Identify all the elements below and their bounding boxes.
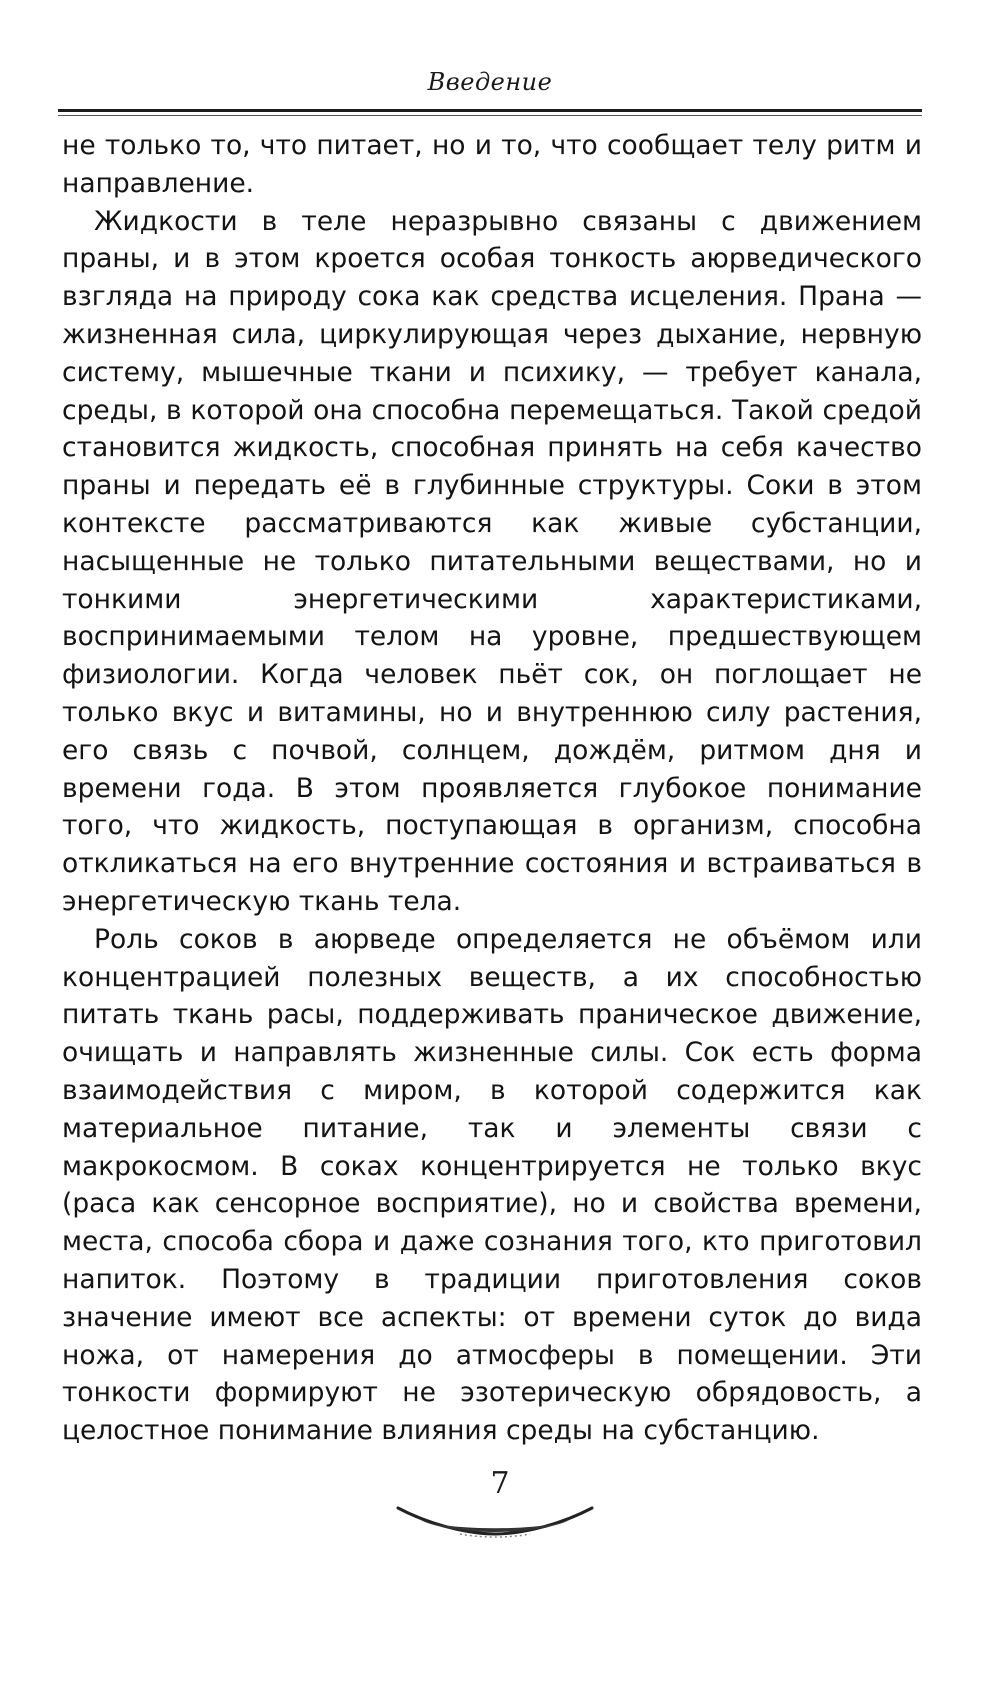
body-text (62, 127, 922, 1450)
decorative-swash-ornament-icon (390, 1500, 600, 1540)
paragraph-role-of-juices: Роль соков в аюрведе определяется не объёмом или концентрацией полезных веществ, а их способностью питать ткань расы, поддерживать праническое движение, очищать и направлять жизненные силы. Сок есть форма взаимодействия с миром, в которой содержится как материальное питание, так и элементы связи с макрокосмом. В соках концентрируется не только вкус (раса как сенсорное восприятие), но и свойства времени, места, способа сбора и даже сознания того, кто приготовил напиток. Поэтому в традиции приготовления соков значение имеют все аспекты: от времени суток до вида ножа, от намерения до атмосферы в помещении. Эти тонкости формируют не эзотерическую обрядовость, а целостное понимание влияния среды на субстанцию. (62, 923, 922, 1447)
page-number: 7 (490, 1466, 510, 1501)
running-head-title: Введение (427, 68, 553, 96)
paragraph-prana: Жидкости в теле неразрывно связаны с движением праны, и в этом кроется особая тонкость аюрведического взгляда на природу сока как средства исцеления. Прана — жизненная сила, циркулирующая через дыхание, нервную систему, мышечные ткани и психику, — требует канала, среды, в которой она способна перемещаться. Такой средой становится жидкость, способная принять на себя качество праны и передать её в глубинные структуры. Соки в этом контексте рассматриваются как живые субстанции, насыщенные не только питательными веществами, но и тонкими энергетическими характеристиками, воспринимаемыми телом на уровне, предшествующем физиологии. Когда человек пьёт сок, он поглощает не только вкус и витамины, но и внутреннюю силу растения, его связь с почвой, солнцем, дождём, ритмом дня и времени года. В этом проявляется глубокое понимание того, что жидкость, поступающая в организм, способна откликаться на его внутренние состояния и встраиваться в энергетическую ткань тела. (62, 205, 922, 917)
paragraph-continued: не только то, что питает, но и то, что сообщает телу ритм и направление. (62, 130, 922, 199)
header-rule-thin (58, 115, 922, 116)
header-rule (58, 109, 922, 112)
